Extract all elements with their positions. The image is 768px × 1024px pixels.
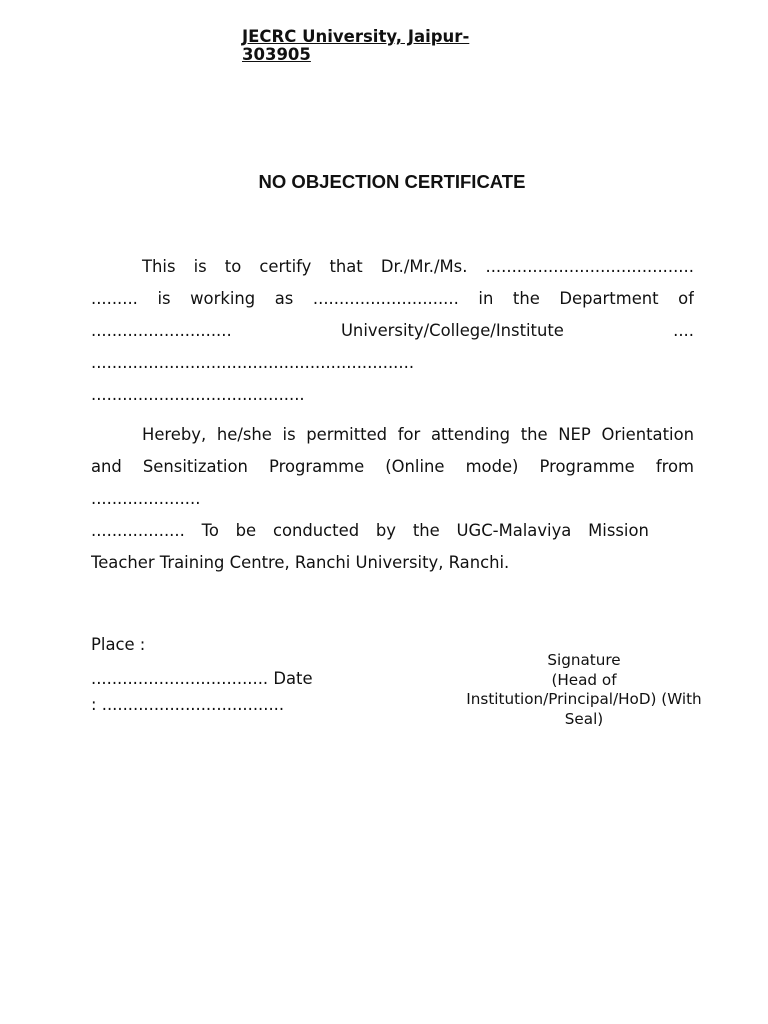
word: of <box>678 289 694 308</box>
word: is <box>157 289 171 308</box>
word: for <box>397 425 421 444</box>
certify-paragraph <box>91 251 694 411</box>
word: permitted <box>306 425 388 444</box>
university-pincode: 303905 <box>242 45 311 64</box>
word: he/she <box>216 425 272 444</box>
signature-seal: Seal) <box>564 709 604 728</box>
university-header <box>242 28 502 64</box>
signature-block <box>452 651 716 729</box>
word: the <box>512 289 540 308</box>
certify-line-2 <box>91 283 694 315</box>
permission-line-5: Teacher Training Centre, Ranchi University, Ranchi. <box>91 553 510 572</box>
word: that <box>329 257 363 276</box>
university-name: JECRC University, Jaipur- <box>242 27 470 46</box>
certify-line-4: .............................................................. <box>91 353 415 372</box>
word: To <box>201 521 219 540</box>
word: Dr./Mr./Ms. <box>380 257 468 276</box>
place-label: Place : <box>91 635 146 654</box>
word: UGC-Malaviya <box>456 521 572 540</box>
word: certify <box>259 257 312 276</box>
word: .................. <box>91 521 185 540</box>
word: University/College/Institute <box>340 321 564 340</box>
word: by <box>375 521 397 540</box>
word: be <box>235 521 257 540</box>
certify-line-5: ......................................... <box>91 385 305 404</box>
word: NEP <box>558 425 591 444</box>
permission-paragraph <box>91 419 694 579</box>
word: as <box>274 289 294 308</box>
word: Mission <box>588 521 649 540</box>
word: (Online <box>385 457 445 476</box>
signature-head-of: (Head of <box>551 670 617 689</box>
word: ........................................ <box>485 257 694 276</box>
word: Orientation <box>601 425 694 444</box>
word: This <box>142 257 176 276</box>
word: in <box>478 289 494 308</box>
certify-line-1 <box>91 251 694 283</box>
word: from <box>655 457 694 476</box>
word: Hereby, <box>142 425 207 444</box>
signature-role: Institution/Principal/HoD) (With <box>466 690 702 708</box>
word: the <box>412 521 440 540</box>
certify-line-3 <box>91 315 694 347</box>
word: mode) <box>465 457 519 476</box>
permission-line-2 <box>91 451 694 483</box>
word: is <box>282 425 296 444</box>
word: attending <box>430 425 511 444</box>
word: the <box>520 425 548 444</box>
word: Programme <box>539 457 635 476</box>
signature-label: Signature <box>547 651 621 669</box>
word: is <box>193 257 207 276</box>
permission-line-4 <box>91 515 649 547</box>
word: ............................ <box>312 289 459 308</box>
permission-line-3: ..................... <box>91 489 201 508</box>
word: Sensitization <box>142 457 248 476</box>
place-date-block <box>91 628 371 716</box>
word: conducted <box>272 521 360 540</box>
certificate-title-text: NO OBJECTION CERTIFICATE <box>258 171 526 192</box>
certificate-title <box>0 171 768 193</box>
word: and <box>91 457 122 476</box>
permission-line-1 <box>91 419 694 451</box>
word: working <box>190 289 256 308</box>
word: ......... <box>91 289 138 308</box>
word: .... <box>673 321 694 340</box>
word: Programme <box>268 457 365 476</box>
word: ........................... <box>91 321 232 340</box>
place-blank-and-date-label: .................................. Date <box>91 669 313 688</box>
date-blank: : ................................... <box>91 695 285 714</box>
word: to <box>224 257 242 276</box>
word: Department <box>559 289 659 308</box>
